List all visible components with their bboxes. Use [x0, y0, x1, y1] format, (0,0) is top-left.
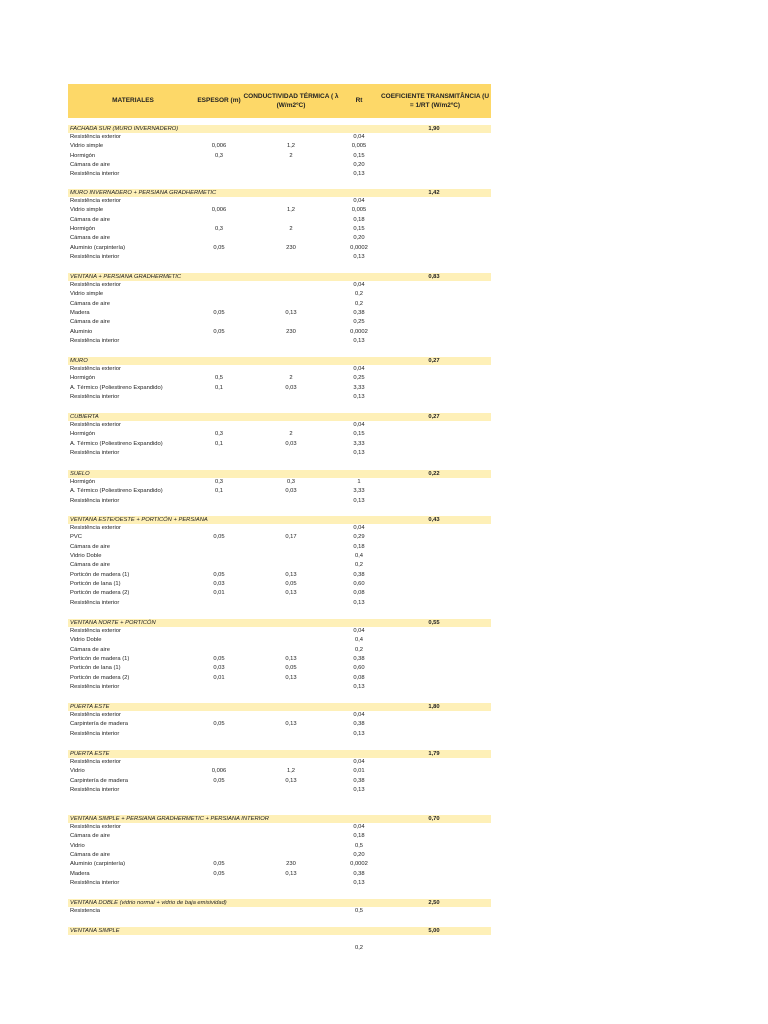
espesor-value: 0,006 [211, 143, 227, 150]
section-title: MURO INVERNADERO + PERSIANA GRADHERMETIC [70, 190, 217, 196]
table-row [68, 421, 491, 430]
section-title: PUERTA ESTE [70, 704, 110, 710]
material-name: Resistência exterior [70, 759, 121, 765]
table-row [68, 730, 491, 739]
espesor-value: 0,03 [213, 665, 225, 672]
table-section [68, 470, 491, 506]
conductividad-value: 0,03 [285, 384, 297, 391]
material-name: Aluminio (carpintería) [70, 244, 126, 251]
section-title: VENTANA ESTE/OESTE + PORTICÓN + PERSIANA [70, 517, 208, 523]
table-row [68, 152, 491, 161]
table-row [68, 487, 491, 496]
section-u-value: 0,55 [428, 620, 440, 626]
material-name: Resistência interior [70, 394, 120, 401]
material-name: Vidrio Doble [70, 637, 102, 644]
material-name: Resistência interior [70, 730, 120, 737]
material-name: A. Térmico (Poliestireno Expandido) [70, 488, 163, 495]
espesor-value: 0,1 [214, 440, 224, 447]
table-row [68, 328, 491, 337]
espesor-value: 0,006 [211, 768, 227, 775]
table-row [68, 711, 491, 720]
section-title: VENTANA DOBLE (vidrio normal + vidrio de baja emisividad) [70, 900, 227, 906]
table-header [68, 84, 491, 118]
material-name: Cámara de aire [70, 162, 110, 169]
table-row [68, 674, 491, 683]
table-section [68, 703, 491, 739]
rt-value: 0,13 [353, 684, 365, 691]
section-title: VENTANA SIMPLE [70, 928, 120, 934]
espesor-value: 0,05 [213, 310, 225, 317]
espesor-value: 0,05 [213, 861, 225, 868]
conductividad-value: 0,3 [286, 479, 296, 485]
rt-value: 0,04 [353, 824, 365, 830]
rt-value: 3,33 [353, 440, 365, 447]
rt-value: 0,38 [353, 721, 365, 728]
table-row [68, 870, 491, 879]
rt-value: 0,0002 [350, 244, 368, 251]
section-title: VENTANA NORTE + PORTICÓN [70, 620, 156, 626]
espesor-value: 0,05 [213, 328, 225, 335]
material-name: Porticón de lana (1) [70, 665, 121, 672]
table-row [68, 860, 491, 869]
rt-value: 0,005 [351, 143, 367, 150]
espesor-value: 0,05 [213, 244, 225, 251]
rt-value: 0,13 [353, 599, 365, 606]
section-header [68, 189, 491, 197]
table-row [68, 636, 491, 645]
section-u-value: 1,79 [428, 751, 440, 757]
table-row [68, 599, 491, 608]
material-name: A. Térmico (Poliestireno Expandido) [70, 384, 163, 391]
table-row [68, 767, 491, 776]
rt-value: 0,18 [353, 543, 365, 550]
material-name: Resistência exterior [70, 712, 121, 718]
section-title: VENTANA + PERSIANA GRADHERMETIC [70, 274, 182, 280]
conductividad-value: 0,05 [285, 665, 297, 672]
material-name: Madera [70, 310, 90, 317]
espesor-value: 0,05 [213, 656, 225, 663]
table-section [68, 516, 491, 608]
table-row [68, 170, 491, 179]
section-title: VENTANA SIMPLE + PERSIANA GRADHERMETIC + PERSIANA INTERIOR [70, 816, 269, 822]
table-row [68, 206, 491, 215]
rt-value: 0,18 [353, 833, 365, 840]
material-name: Cámara de aire [70, 319, 110, 326]
rt-value: 3,33 [353, 488, 365, 495]
material-name: Cámara de aire [70, 852, 110, 859]
rt-value: 0,0002 [350, 861, 368, 868]
espesor-value: 0,1 [214, 384, 224, 391]
material-name: Cámara de aire [70, 646, 110, 653]
table-section [68, 815, 491, 888]
table-row [68, 786, 491, 795]
material-name: Vidrio simple [70, 207, 104, 214]
conductividad-value: 2 [289, 226, 293, 233]
conductividad-value: 0,05 [285, 581, 297, 588]
material-name: Porticón de madera (2) [70, 674, 130, 681]
header-rt: Rt [355, 97, 363, 105]
material-name: Resistência exterior [70, 198, 121, 204]
espesor-value: 0,1 [214, 488, 224, 495]
conductividad-value: 0,13 [285, 721, 297, 728]
table-row [68, 309, 491, 318]
table-row [68, 655, 491, 664]
conductividad-value: 1,2 [286, 207, 296, 214]
rt-value: 0,38 [353, 310, 365, 317]
conductividad-value: 0,13 [285, 656, 297, 663]
material-name: Resistência exterior [70, 628, 121, 634]
material-name: Resistência interior [70, 450, 120, 457]
material-name: Porticón de madera (1) [70, 656, 130, 663]
rt-value: 0,60 [353, 581, 365, 588]
rt-value: 0,01 [353, 768, 365, 775]
table-row [68, 244, 491, 253]
material-name: Vidrio Doble [70, 553, 102, 560]
espesor-value: 0,3 [214, 152, 224, 159]
material-name: Aluminio (carpintería) [70, 861, 126, 868]
conductividad-value: 0,17 [285, 534, 297, 541]
conductividad-value: 0,03 [285, 488, 297, 495]
conductividad-value: 230 [286, 328, 296, 335]
table-section [68, 750, 491, 795]
material-name: Cámara de aire [70, 235, 110, 242]
section-header [68, 703, 491, 711]
material-name: Cámara de aire [70, 562, 110, 569]
espesor-value: 0,3 [214, 431, 224, 438]
section-u-value: 1,42 [428, 190, 440, 196]
rt-value: 0,20 [353, 162, 365, 169]
table-section [68, 273, 491, 346]
section-header [68, 619, 491, 627]
rt-value: 0,04 [353, 134, 365, 140]
rt-value: 0,38 [353, 870, 365, 877]
rt-value: 0,2 [354, 562, 364, 569]
rt-value: 0,18 [353, 216, 365, 223]
rt-value: 0,60 [353, 665, 365, 672]
table-row [68, 133, 491, 142]
table-row [68, 337, 491, 346]
material-name: Cámara de aire [70, 216, 110, 223]
rt-value: 0,25 [353, 375, 365, 382]
rt-value: 0,20 [353, 235, 365, 242]
material-name: A. Térmico (Poliestireno Expandido) [70, 440, 163, 447]
material-name: Resistência interior [70, 684, 120, 691]
table-row [68, 580, 491, 589]
header-coeficiente: COEFICIENTE TRANSMITÂNCIA (U = 1/RT (W/m2ºC) [380, 92, 490, 109]
material-name: Hormigón [70, 226, 96, 233]
table-row [68, 234, 491, 243]
rt-value: 0,13 [353, 497, 365, 504]
table-row [68, 290, 491, 299]
table-row [68, 851, 491, 860]
material-name: Cámara de aire [70, 543, 110, 550]
material-name: Resistência interior [70, 599, 120, 606]
section-u-value: 5,00 [428, 928, 440, 934]
espesor-value: 0,05 [213, 870, 225, 877]
material-name: Porticón de madera (2) [70, 590, 130, 597]
table-row [68, 646, 491, 655]
table-row [68, 832, 491, 841]
material-name: Resistência interior [70, 338, 120, 345]
espesor-value: 0,05 [213, 777, 225, 784]
table-section [68, 927, 491, 954]
rt-value: 0,005 [351, 207, 367, 214]
table-row [68, 430, 491, 439]
header-espesor: ESPESOR (m) [197, 97, 241, 105]
table-row [68, 197, 491, 206]
rt-value: 0,13 [353, 171, 365, 178]
table-row [68, 664, 491, 673]
table-section [68, 357, 491, 402]
material-name: Carpintería de madera [70, 721, 129, 728]
section-header [68, 815, 491, 823]
table-section [68, 413, 491, 458]
conductividad-value: 0,13 [285, 870, 297, 877]
rt-value: 0,5 [354, 908, 364, 914]
table-section [68, 125, 491, 180]
rt-value: 0,08 [353, 590, 365, 597]
table-row [68, 907, 491, 916]
section-header [68, 357, 491, 365]
table-row [68, 823, 491, 832]
table-row [68, 440, 491, 449]
section-u-value: 0,83 [428, 274, 440, 280]
section-title: SUELO [70, 471, 90, 477]
material-name: PVC [70, 534, 82, 541]
table-section [68, 899, 491, 916]
rt-value: 0,38 [353, 571, 365, 578]
section-u-value: 0,70 [428, 816, 440, 822]
rt-value: 0,5 [354, 842, 364, 849]
table-row [68, 777, 491, 786]
material-name: Resistência interior [70, 880, 120, 887]
table-row [68, 384, 491, 393]
espesor-value: 0,3 [214, 479, 224, 485]
rt-value: 0,2 [354, 945, 364, 952]
espesor-value: 0,01 [213, 590, 225, 597]
rt-value: 0,4 [354, 553, 364, 560]
rt-value: 0,0002 [350, 328, 368, 335]
espesor-value: 0,5 [214, 375, 224, 382]
rt-value: 0,04 [353, 759, 365, 765]
table-row [68, 758, 491, 767]
rt-value: 0,2 [354, 291, 364, 298]
table-row [68, 944, 491, 953]
rt-value: 0,15 [353, 152, 365, 159]
conductividad-value: 1,2 [286, 143, 296, 150]
section-header [68, 750, 491, 758]
section-header [68, 273, 491, 281]
material-name: Porticón de lana (1) [70, 581, 121, 588]
table-row [68, 543, 491, 552]
section-title: PUERTA ESTE [70, 751, 110, 757]
rt-value: 0,38 [353, 656, 365, 663]
espesor-value: 0,05 [213, 534, 225, 541]
section-title: MURO [70, 358, 88, 364]
table-row [68, 253, 491, 262]
table-row [68, 589, 491, 598]
espesor-value: 0,03 [213, 581, 225, 588]
rt-value: 1 [357, 479, 361, 485]
material-name: Porticón de madera (1) [70, 571, 130, 578]
section-title: CUBIERTA [70, 414, 99, 420]
table-row [68, 142, 491, 151]
espesor-value: 0,05 [213, 571, 225, 578]
table-row [68, 935, 491, 944]
rt-value: 0,38 [353, 777, 365, 784]
material-name: Resistência exterior [70, 366, 121, 372]
section-header [68, 413, 491, 421]
material-name: Cámara de aire [70, 300, 110, 307]
table-row [68, 524, 491, 533]
rt-value: 0,04 [353, 366, 365, 372]
rt-value: 0,13 [353, 254, 365, 261]
rt-value: 0,04 [353, 282, 365, 288]
section-u-value: 0,27 [428, 414, 440, 420]
conductividad-value: 0,13 [285, 674, 297, 681]
conductividad-value: 230 [286, 244, 296, 251]
rt-value: 0,2 [354, 646, 364, 653]
rt-value: 3,33 [353, 384, 365, 391]
rt-value: 0,13 [353, 787, 365, 794]
rt-value: 0,15 [353, 226, 365, 233]
rt-value: 0,15 [353, 431, 365, 438]
material-name: Vidrio simple [70, 291, 104, 298]
conductividad-value: 2 [289, 431, 293, 438]
table-row [68, 374, 491, 383]
rt-value: 0,4 [354, 637, 364, 644]
section-u-value: 1,80 [428, 704, 440, 710]
espesor-value: 0,3 [214, 226, 224, 233]
table-section [68, 189, 491, 262]
material-name: Resistência interior [70, 171, 120, 178]
material-name: Resistência interior [70, 497, 120, 504]
section-title: FACHADA SUR (MURO INVERNADERO) [70, 126, 179, 132]
material-name: Resistencia [70, 908, 100, 914]
table-row [68, 497, 491, 506]
conductividad-value: 0,03 [285, 440, 297, 447]
rt-value: 0,04 [353, 628, 365, 634]
rt-value: 0,13 [353, 394, 365, 401]
material-name: Resistência interior [70, 254, 120, 261]
material-name: Resistência exterior [70, 134, 121, 140]
material-name: Resistência exterior [70, 282, 121, 288]
table-row [68, 627, 491, 636]
header-materiales: MATERIALES [112, 97, 154, 105]
material-name: Carpintería de madera [70, 777, 129, 784]
rt-value: 0,25 [353, 319, 365, 326]
table-row [68, 318, 491, 327]
material-name: Hormigón [70, 375, 96, 382]
rt-value: 0,04 [353, 198, 365, 204]
rt-value: 0,04 [353, 422, 365, 428]
espesor-value: 0,01 [213, 674, 225, 681]
rt-value: 0,13 [353, 730, 365, 737]
table-row [68, 393, 491, 402]
material-name: Madera [70, 870, 90, 877]
rt-value: 0,29 [353, 534, 365, 541]
material-name: Resistência interior [70, 787, 120, 794]
conductividad-value: 0,13 [285, 571, 297, 578]
material-name: Hormigón [70, 431, 96, 438]
material-name: Resistência exterior [70, 422, 121, 428]
table-row [68, 561, 491, 570]
material-name: Resistência exterior [70, 824, 121, 830]
table-row [68, 478, 491, 487]
conductividad-value: 2 [289, 375, 293, 382]
section-header [68, 899, 491, 907]
conductividad-value: 0,13 [285, 777, 297, 784]
table-row [68, 879, 491, 888]
header-conductividad: CONDUCTIVIDAD TÉRMICA ( λ (W/m2ºC) [243, 92, 339, 109]
materials-table [68, 84, 491, 952]
material-name: Resistência exterior [70, 525, 121, 531]
espesor-value: 0,05 [213, 721, 225, 728]
section-header [68, 516, 491, 524]
espesor-value: 0,006 [211, 207, 227, 214]
rt-value: 0,2 [354, 300, 364, 307]
table-row [68, 571, 491, 580]
material-name: Vidrio simple [70, 143, 104, 150]
rt-value: 0,13 [353, 880, 365, 887]
rt-value: 0,13 [353, 338, 365, 345]
material-name: Aluminio [70, 328, 93, 335]
section-header [68, 125, 491, 133]
table-row [68, 842, 491, 851]
conductividad-value: 0,13 [285, 310, 297, 317]
table-row [68, 161, 491, 170]
section-u-value: 0,22 [428, 471, 440, 477]
table-row [68, 216, 491, 225]
table-section [68, 619, 491, 692]
material-name: Vidrio [70, 768, 85, 775]
section-u-value: 0,43 [428, 517, 440, 523]
section-u-value: 1,90 [428, 126, 440, 132]
table-row [68, 225, 491, 234]
rt-value: 0,20 [353, 852, 365, 859]
material-name: Hormigón [70, 479, 96, 485]
table-row [68, 552, 491, 561]
table-row [68, 449, 491, 458]
rt-value: 0,04 [353, 712, 365, 718]
table-row [68, 281, 491, 290]
material-name: Hormigón [70, 152, 96, 159]
rt-value: 0,04 [353, 525, 365, 531]
table-row [68, 300, 491, 309]
table-row [68, 533, 491, 542]
section-u-value: 0,27 [428, 358, 440, 364]
conductividad-value: 2 [289, 152, 293, 159]
section-u-value: 2,50 [428, 900, 440, 906]
conductividad-value: 230 [286, 861, 296, 868]
rt-value: 0,08 [353, 674, 365, 681]
material-name: Cámara de aire [70, 833, 110, 840]
material-name: Vidrio [70, 842, 85, 849]
table-row [68, 365, 491, 374]
table-row [68, 683, 491, 692]
section-header [68, 470, 491, 478]
section-header [68, 927, 491, 935]
conductividad-value: 0,13 [285, 590, 297, 597]
rt-value: 0,13 [353, 450, 365, 457]
conductividad-value: 1,2 [286, 768, 296, 775]
table-row [68, 720, 491, 729]
